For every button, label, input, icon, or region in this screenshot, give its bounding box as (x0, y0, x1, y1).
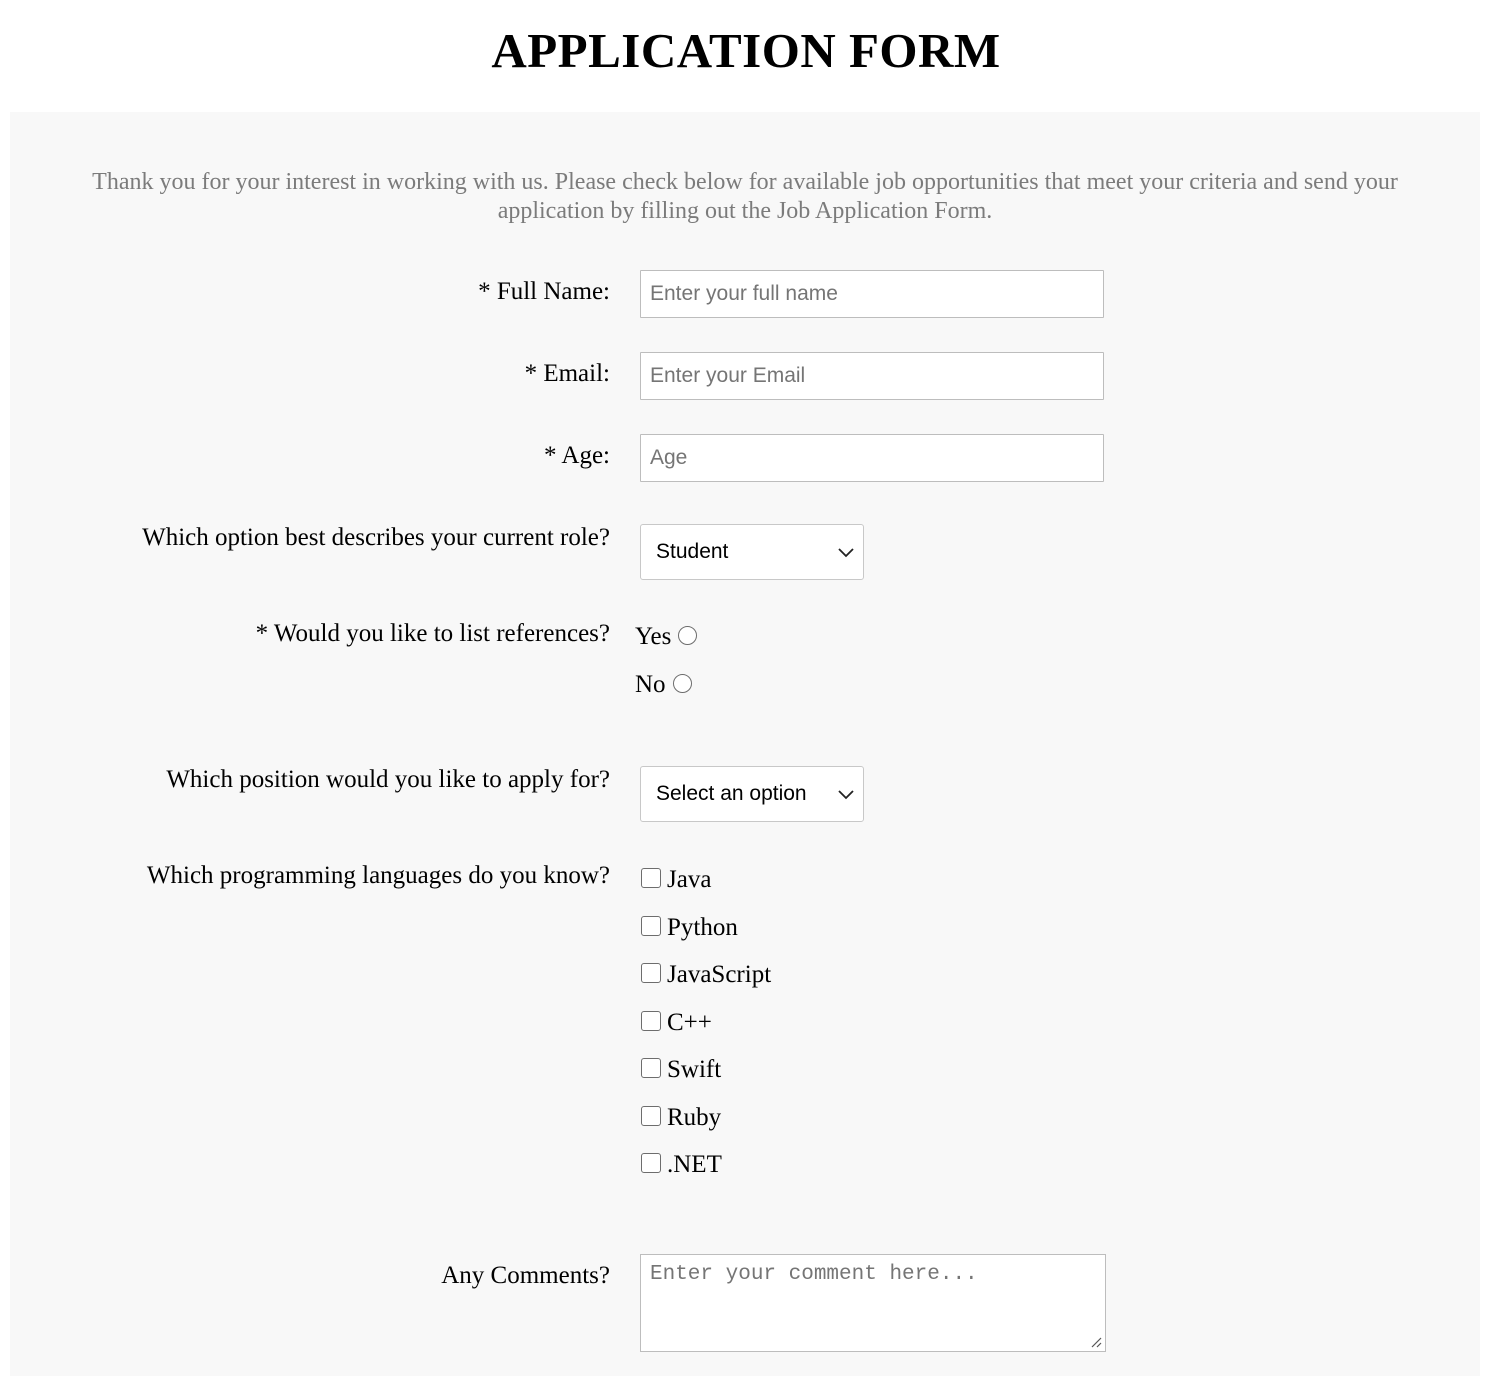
email-input[interactable] (640, 352, 1104, 400)
references-option-yes[interactable] (635, 622, 697, 652)
role-select-value: Student (656, 540, 729, 563)
javascript-label: JavaScript (667, 961, 772, 988)
references-label: * Would you like to list references? (255, 620, 610, 647)
dotnet-label: .NET (667, 1151, 722, 1178)
position-label: Which position would you like to apply for? (166, 766, 610, 793)
swift-label: Swift (667, 1056, 722, 1083)
age-input[interactable] (640, 434, 1104, 482)
cpp-label: C++ (667, 1009, 712, 1036)
resize-grip-icon[interactable] (1090, 1336, 1102, 1348)
application-form-panel (10, 112, 1480, 1376)
chevron-down-icon (837, 785, 855, 803)
language-option-java[interactable] (641, 865, 711, 895)
comments-textarea[interactable] (640, 1254, 1106, 1352)
languages-label: Which programming languages do you know? (146, 862, 610, 889)
position-select-value: Select an option (656, 782, 807, 805)
ruby-label: Ruby (667, 1104, 722, 1131)
full-name-label: * Full Name: (478, 278, 610, 305)
python-label: Python (667, 914, 738, 941)
email-label: * Email: (524, 360, 610, 387)
language-option-cpp[interactable] (641, 1008, 712, 1038)
references-option-no[interactable] (635, 670, 692, 700)
role-label: Which option best describes your current role? (142, 524, 610, 551)
references-no-radio[interactable] (673, 674, 692, 693)
ruby-checkbox[interactable] (641, 1106, 661, 1126)
swift-checkbox[interactable] (641, 1058, 661, 1078)
references-no-label: No (635, 671, 666, 698)
page-title: APPLICATION FORM (491, 23, 1001, 78)
references-yes-label: Yes (635, 623, 672, 650)
role-select[interactable] (640, 524, 864, 580)
language-option-python[interactable] (641, 913, 738, 943)
references-yes-radio[interactable] (678, 626, 697, 645)
dotnet-checkbox[interactable] (641, 1153, 661, 1173)
java-checkbox[interactable] (641, 868, 661, 888)
javascript-checkbox[interactable] (641, 963, 661, 983)
python-checkbox[interactable] (641, 916, 661, 936)
chevron-down-icon (837, 543, 855, 561)
language-option-ruby[interactable] (641, 1103, 721, 1133)
language-option-javascript[interactable] (641, 960, 771, 990)
age-label: * Age: (544, 442, 610, 469)
full-name-input[interactable] (640, 270, 1104, 318)
intro-text: Thank you for your interest in working with us. Please check below for available job opportunities that meet your criteria and send your application by filling out the Job Application Form. (92, 169, 1398, 224)
position-select[interactable] (640, 766, 864, 822)
java-label: Java (667, 866, 712, 893)
comments-label: Any Comments? (441, 1262, 610, 1289)
language-option-swift[interactable] (641, 1055, 721, 1085)
language-option-dotnet[interactable] (641, 1150, 722, 1180)
cpp-checkbox[interactable] (641, 1011, 661, 1031)
